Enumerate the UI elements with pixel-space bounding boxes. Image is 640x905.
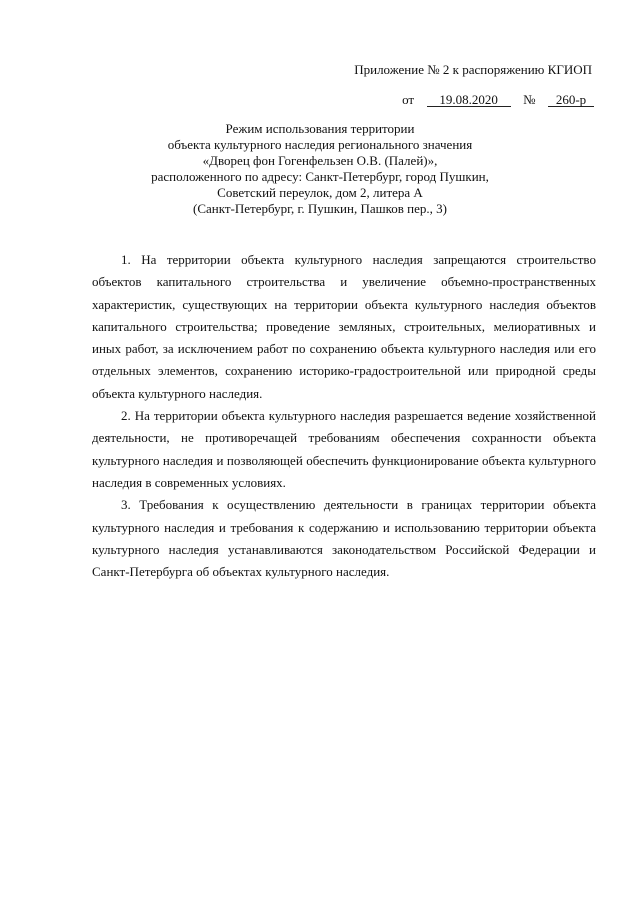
document-title [0,121,640,217]
number-label: № [523,92,536,107]
from-label: от [402,92,415,107]
paragraph-1: 1. На территории объекта культурного наследия запрещаются строительство объектов капитального строительства и увеличение объемно-пространственных характеристик, существующих на территории объекта культурного наследия объектов капитального строительства; проведение земляных, строительных, мелиоративных и иных работ, за исключением работ по сохранению объекта культурного наследия или его отдельных элементов, сохранению историко-градостроительной или природной среды объекта культурного наследия. [92,252,596,401]
paragraph-3: 3. Требования к осуществлению деятельности в границах территории объекта культурного наследия и требования к содержанию и использованию территории объекта культурного наследия устанавливаются законодательством Российской Федерации и Санкт-Петербурга об объектах культурного наследия. [92,497,596,580]
document-body [92,249,596,583]
title-line: Режим использования территории [225,121,415,136]
order-number: 260-р [548,93,594,107]
title-line: (Санкт-Петербург, г. Пушкин, Пашков пер., 3) [193,201,447,216]
paragraph-2: 2. На территории объекта культурного наследия разрешается ведение хозяйственной деятельности, не противоречащей требованиям обеспечения сохранности объекта культурного наследия и позволяющей обеспечить функционирование объекта культурного наследия в современных условиях. [92,408,596,490]
order-date: 19.08.2020 [427,93,511,107]
title-line: Советский переулок, дом 2, литера А [217,185,423,200]
title-line: объекта культурного наследия регионального значения [167,137,473,152]
appendix-reference: Приложение № 2 к распоряжению КГИОП [354,62,592,77]
title-line: расположенного по адресу: Санкт-Петербург, город Пушкин, [151,169,489,184]
order-date-number [402,92,594,108]
title-line: «Дворец фон Гогенфельзен О.В. (Палей)», [202,153,438,168]
